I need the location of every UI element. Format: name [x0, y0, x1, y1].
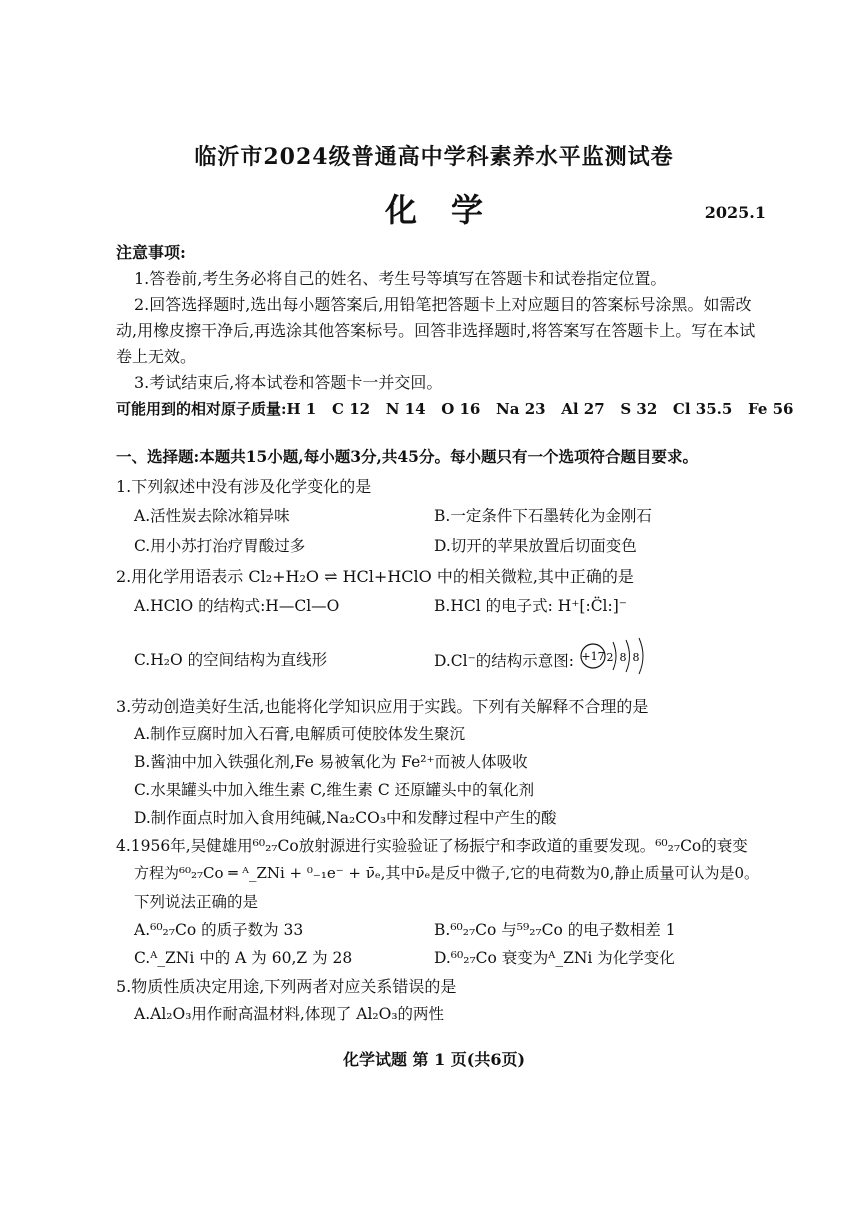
- q4-option-d: D.⁶⁰₂₇Co 衰变为ᴬ_ZNi 为化学变化: [434, 949, 675, 967]
- q4-option-c: C.ᴬ_ZNi 中的 A 为 60,Z 为 28: [134, 949, 353, 967]
- chloride-ion-structure-diagram: [579, 636, 669, 676]
- q5-option-a: A.Al₂O₃用作耐高温材料,体现了 Al₂O₃的两性: [134, 1005, 445, 1023]
- notice-item-3: 3.考试结束后,将本试卷和答题卡一并交回。: [134, 373, 443, 392]
- q2-option-c: C.H₂O 的空间结构为直线形: [134, 651, 328, 669]
- shell-arc-2: [626, 640, 630, 672]
- q1-stem: 1.下列叙述中没有涉及化学变化的是: [116, 477, 372, 496]
- q2-options-row2: [134, 644, 754, 684]
- subject-title: 化学: [384, 191, 517, 229]
- nucleus-charge: +17: [581, 650, 605, 663]
- q1-option-a: A.活性炭去除冰箱异味: [134, 507, 290, 525]
- notice-heading: 注意事项:: [116, 243, 186, 262]
- q4-options-row2: [134, 946, 754, 972]
- q2-option-b: B.HCl 的电子式: H⁺[:C̈l:]⁻: [434, 597, 627, 615]
- section-heading: 一、选择题:本题共15小题,每小题3分,共45分。每小题只有一个选项符合题目要求。: [116, 447, 698, 466]
- q2-stem: 2.用化学用语表示 Cl₂+H₂O ⇌ HCl+HClO 中的相关微粒,其中正确的是: [116, 567, 634, 586]
- q2-option-d: [434, 648, 669, 676]
- q3-stem: 3.劳动创造美好生活,也能将化学知识应用于实践。下列有关解释不合理的是: [116, 697, 649, 716]
- q3-option-c: C.水果罐头中加入维生素 C,维生素 C 还原罐头中的氧化剂: [134, 781, 535, 799]
- notice-item-2: 2.回答选择题时,选出每小题答案后,用铅笔把答题卡上对应题目的答案标号涂黑。如需改动,用橡皮擦干净后,再选涂其他答案标号。回答非选择题时,将答案写在答题卡上。写在本试卷上无效。: [116, 295, 756, 366]
- shell-electrons-1: 2: [606, 651, 614, 664]
- q4-options-row1: [134, 918, 754, 944]
- q4-stem-line3: 下列说法正确的是: [134, 893, 259, 911]
- q4-option-b: B.⁶⁰₂₇Co 与⁵⁹₂₇Co 的电子数相差 1: [434, 921, 676, 939]
- q3-option-d: D.制作面点时加入食用纯碱,Na₂CO₃中和发酵过程中产生的酸: [134, 809, 557, 827]
- shell-electrons-3: 8: [632, 651, 640, 664]
- q3-option-b: B.酱油中加入铁强化剂,Fe 易被氧化为 Fe²⁺而被人体吸收: [134, 753, 528, 771]
- q3-option-a: A.制作豆腐时加入石膏,电解质可使胶体发生聚沉: [134, 725, 466, 743]
- exam-date: 2025.1: [704, 203, 766, 222]
- q5-stem: 5.物质性质决定用途,下列两者对应关系错误的是: [116, 977, 457, 996]
- q4-option-a: A.⁶⁰₂₇Co 的质子数为 33: [134, 921, 304, 939]
- q1-options-row1: [134, 504, 754, 530]
- shell-arc-3: [639, 638, 643, 674]
- q1-option-c: C.用小苏打治疗胃酸过多: [134, 537, 306, 555]
- atomic-mass-line: 可能用到的相对原子质量:H 1 C 12 N 14 O 16 Na 23 Al 27 S 32 Cl 35.5 Fe 56: [116, 400, 794, 418]
- q2-option-d-label: D.Cl⁻的结构示意图:: [434, 652, 575, 670]
- q2-option-a: A.HClO 的结构式:H—Cl—O: [134, 597, 340, 615]
- notice-item-1: 1.答卷前,考生务必将自己的姓名、考生号等填写在答题卡和试卷指定位置。: [134, 269, 667, 288]
- exam-title: 临沂市2024级普通高中学科素养水平监测试卷: [194, 144, 674, 170]
- q1-options-row2: [134, 534, 754, 560]
- q4-stem-line2: 方程为⁶⁰₂₇Co ═ ᴬ_ZNi + ⁰₋₁e⁻ + ν̄ₑ,其中ν̄ₑ是反中微子,它的电荷数为0,静止质量可认为是0。: [134, 864, 759, 882]
- q1-option-b: B.一定条件下石墨转化为金刚石: [434, 507, 652, 525]
- page-footer: 化学试题 第 1 页(共6页): [342, 1050, 526, 1069]
- q2-options-row1: [134, 594, 754, 620]
- shell-electrons-2: 8: [619, 651, 627, 664]
- q4-stem-line1: 4.1956年,吴健雄用⁶⁰₂₇Co放射源进行实验验证了杨振宁和李政道的重要发现。⁶⁰₂₇Co的衰变: [116, 837, 748, 855]
- q1-option-d: D.切开的苹果放置后切面变色: [434, 537, 637, 555]
